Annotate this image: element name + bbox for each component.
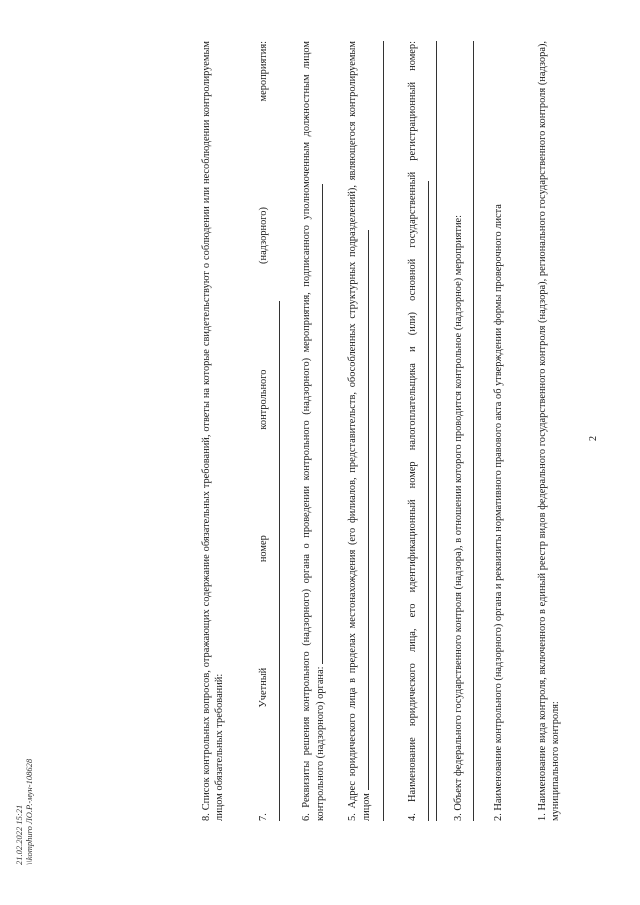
item-3: [452, 41, 465, 821]
page-number: 2: [588, 436, 599, 441]
item-2: [492, 41, 505, 821]
item-4-text: 4. Наименование юридического лица, его идентификационный номер налогоплательщика и (или) основной государственный регистрационный номер:: [407, 41, 418, 821]
stamp-author: \\komphuro ЛО.Р.-мун-108628: [24, 758, 34, 865]
item-8-text: 8. Список контрольных вопросов, отражающих содержание обязательных требований, ответы на которые свидетельствуют о соблюдении или несоблюдении контролируемым лицом обязательных требований:: [201, 41, 225, 821]
item-4-fill-line: [419, 181, 429, 821]
item-7-fill-line: [270, 301, 280, 821]
item-3-fill-line: [436, 41, 437, 821]
item-7: [257, 41, 284, 821]
item-6-fill-line: [313, 184, 323, 664]
item-2-fill-line: [473, 41, 474, 821]
item-7-text: 7. Учетный номер контрольного (надзорного) мероприятия:: [258, 41, 269, 821]
print-stamp: [14, 675, 34, 865]
item-4-fill-line-2: [383, 41, 384, 821]
item-6-text: 6. Реквизиты решения контрольного (надзорного) органа о проведении контрольного (надзорного) мероприятия, подписанного уполномоченным должностным лицом контрольного (надзорного) органа:: [301, 41, 326, 821]
item-5-fill-line: [359, 231, 369, 791]
item-6: [300, 41, 327, 821]
item-8: [200, 41, 226, 821]
item-5: [346, 41, 373, 821]
item-2-text: 2. Наименование контрольного (надзорного) органа и реквизиты нормативного правового акта об утверждении формы проверочного листа: [493, 204, 504, 821]
item-1: [536, 41, 562, 821]
item-4: [406, 41, 433, 821]
item-1-text: 1. Наименование вида контроля, включенного в единый реестр видов федерального государственного контроля (надзора), регионального государственного контроля (надзора), муниципального контроля:: [537, 41, 561, 821]
stamp-date: 21.02.2022 15:21: [14, 804, 24, 865]
item-3-text: 3. Объект федерального государственного контроля (надзора), в отношении которого проводится контрольное (надзорное) мероприятие:: [453, 214, 464, 821]
item-5-text: 5. Адрес юридического лица в пределах местонахождения (его филиалов, представительств, обособленных структурных подразделений), являющегося контролируемым лицом: [347, 41, 372, 821]
